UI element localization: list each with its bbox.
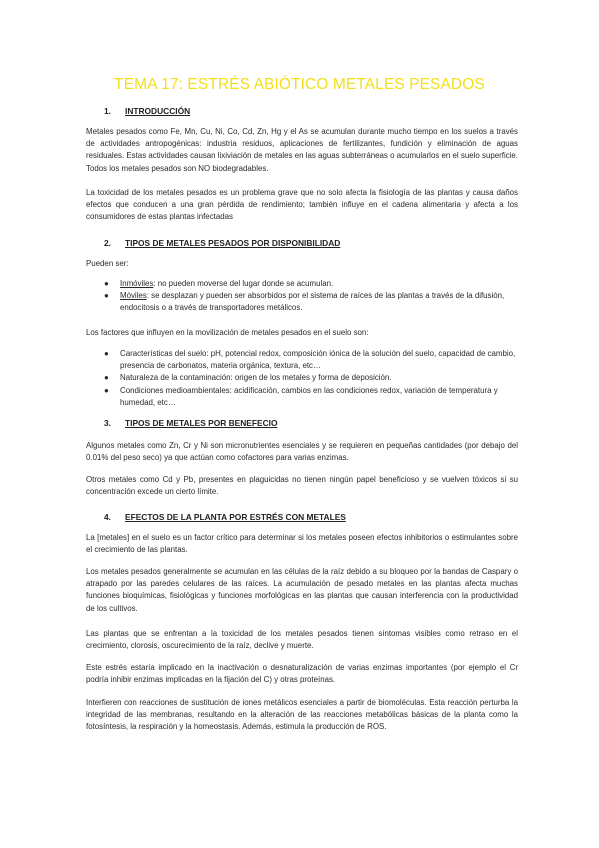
efectos-paragraph-3: Las plantas que se enfrentan a la toxicidad de los metales pesados tienen síntomas visibles como retraso en el crecimiento, clorosis, oscurecimiento de la raíz, declive y muerte. <box>86 629 518 651</box>
section-heading-3 <box>104 418 277 428</box>
list-item-text: Condiciones medioambientales: acidificación, cambios en las condiciones redox, variación de temperatura y humedad, etc… <box>120 385 498 407</box>
bullet-icon: ● <box>104 385 109 395</box>
list-item-text: Naturaleza de la contaminación: origen de los metales y forma de deposición. <box>120 373 392 383</box>
section-heading-4 <box>104 512 346 522</box>
section-number: 4. <box>104 512 111 522</box>
section-number: 2. <box>104 238 111 248</box>
list-item <box>100 348 518 372</box>
efectos-paragraph-4: Este estrés estaría implicado en la inactivación o desnaturalización de varias enzimas importantes (por ejemplo el Cr podría inhibir enzimas implicadas en la fijación del C) y otras proteínas. <box>86 663 518 685</box>
beneficio-paragraph-1: Algunos metales como Zn, Cr y Ni son micronutrientes esenciales y se requieren en pequeñas cantidades (por debajo del 0.01% del peso seco) ya que actúan como cofactores para varias enzimas. <box>86 441 518 463</box>
bullet-icon: ● <box>104 279 109 288</box>
factores-intro: Los factores que influyen en la movilización de metales pesados en el suelo son: <box>86 328 369 337</box>
bullet-icon: ● <box>104 373 109 383</box>
efectos-paragraph-5: Interfieren con reacciones de sustitución de iones metálicos esenciales a partir de biomoléculas. Esta reacción perturba la integridad de las membranas, resultando en la alteración de las reacciones metabólicas básicas de la planta como la fotosíntesis, la respiración y la homeostasis. Además, estimula la producción de ROS. <box>86 698 518 732</box>
factores-list <box>100 348 518 409</box>
section-title: TIPOS DE METALES POR BENEFECIO <box>125 418 278 428</box>
document-title: TEMA 17: ESTRÉS ABIÓTICO METALES PESADOS <box>114 76 485 93</box>
section-number: 3. <box>104 418 111 428</box>
term-description: : no pueden moverse del lugar donde se acumulan. <box>153 279 334 288</box>
disponibilidad-intro: Pueden ser: <box>86 259 129 268</box>
intro-paragraph-1: Metales pesados como Fe, Mn, Cu, Ni, Co, Cd, Zn, Hg y el As se acumulan durante mucho tiempo en los suelos a través de actividades antropogénicas: industria residuos, aplicaciones de fertilizantes, fundición y eliminación de aguas residuales. Estas actividades causan lixiviación de metales en las aguas subterráneas o acumularlos en el suelo superficie. Todos los metales pesados son NO biodegradables. <box>86 127 518 173</box>
intro-paragraph-2: La toxicidad de los metales pesados es un problema grave que no solo afecta la fisiología de las plantas y causa daños efectos que conducen a una gran pérdida de rendimiento; también influye en el cadena alimentaria y afecta a los consumidores de estas plantas infectadas <box>86 188 518 222</box>
list-item <box>100 385 518 409</box>
list-item-text: Características del suelo: pH, potencial redox, composición iónica de la solución del suelo, capacidad de cambio, presencia de carbonatos, materia orgánica, textura, etc… <box>120 349 516 371</box>
section-title: INTRODUCCIÓN <box>125 106 191 116</box>
section-title: EFECTOS DE LA PLANTA POR ESTRÉS CON METALES <box>125 512 346 522</box>
section-heading-2 <box>104 238 340 248</box>
beneficio-paragraph-2: Otros metales como Cd y Pb, presentes en plaguicidas no tienen ningún papel beneficioso y se vuelven tóxicos si su concentración excede un cierto límite. <box>86 475 518 497</box>
section-number: 1. <box>104 106 111 116</box>
list-item <box>100 290 518 314</box>
term: Móviles <box>120 291 147 301</box>
list-item <box>100 278 518 290</box>
section-heading-1 <box>104 106 190 116</box>
section-title: TIPOS DE METALES PESADOS POR DISPONIBILIDAD <box>125 238 341 248</box>
disponibilidad-list <box>100 278 518 315</box>
bullet-icon: ● <box>104 291 109 301</box>
list-item <box>100 372 518 384</box>
efectos-paragraph-1: La [metales] en el suelo es un factor crítico para determinar si los metales poseen efectos inhibitorios o estimulantes sobre el crecimiento de las plantas. <box>86 533 518 555</box>
efectos-paragraph-2: Los metales pesados generalmente se acumulan en las células de la raíz debido a su bloqueo por la bandas de Caspary o atrapado por las paredes celulares de las raíces. La acumulación de pesado metales en las plantas afecta muchas funciones bioquímicas, fisiológicas y funciones morfológicas en las plantas que causan interferencia con la productividad de los cultivos. <box>86 567 518 613</box>
term: Inmóviles <box>120 279 154 288</box>
term-description: : se desplazan y pueden ser absorbidos por el sistema de raíces de las plantas a través de la difusión, endocitosis o a través de transportadores metálicos. <box>120 291 505 313</box>
bullet-icon: ● <box>104 349 109 358</box>
